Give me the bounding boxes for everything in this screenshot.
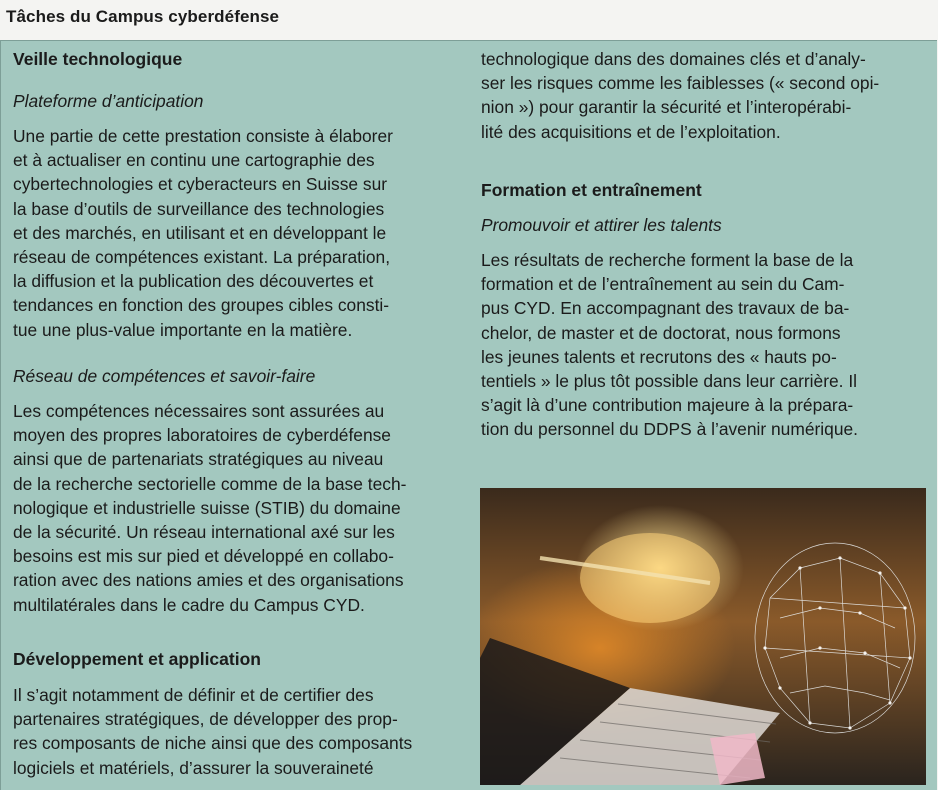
text-line: besoins est mis sur pied et développé en collabo- (13, 546, 394, 567)
text-line: tendances en fonction des groupes cibles consti- (13, 295, 390, 316)
subheading-talents: Promouvoir et attirer les talents (481, 215, 722, 235)
section-heading-veille: Veille technologique (13, 49, 183, 69)
paragraph-veille (13, 124, 393, 342)
photo-illustration (480, 488, 926, 785)
text-line: Les compétences nécessaires sont assurées au (13, 401, 385, 421)
text-line: res composants de niche ainsi que des composants (13, 733, 413, 754)
campus-tasks-box (0, 40, 937, 790)
text-line: technologique dans des domaines clés et d’analy- (481, 49, 866, 69)
paragraph-reseau (13, 399, 406, 617)
text-line: ration avec des nations amies et des organisations (13, 570, 404, 591)
section-heading-developpement: Développement et application (13, 649, 261, 669)
text-line: s’agit là d’une contribution majeure à la prépara- (481, 395, 854, 416)
text-line: la diffusion et la publication des découvertes et (13, 271, 374, 292)
text-line: chelor, de master et de doctorat, nous formons (481, 322, 841, 343)
text-line: tentiels » le plus tôt possible dans leur carrière. Il (481, 371, 858, 392)
text-line: partenaires stratégiques, de développer des prop- (13, 709, 398, 730)
text-line: lité des acquisitions et de l’exploitation. (481, 121, 781, 142)
text-line: tue une plus-value importante en la matière. (13, 319, 353, 340)
paragraph-formation (481, 248, 858, 442)
text-line: Les résultats de recherche forment la base de la (481, 250, 854, 270)
paragraph-continuation (481, 47, 879, 144)
text-line: la base d’outils de surveillance des technologies (13, 198, 385, 219)
text-line: moyen des propres laboratoires de cyberdéfense (13, 425, 391, 446)
text-line: pus CYD. En accompagnant des travaux de ba- (481, 298, 850, 319)
text-line: de la recherche sectorielle comme de la base tech- (13, 473, 407, 494)
text-line: nologique et industrielle suisse (STIB) du domaine (13, 497, 401, 518)
text-line: ainsi que de partenariats stratégiques au niveau (13, 449, 384, 470)
page-title: Tâches du Campus cyberdéfense (6, 7, 280, 26)
text-line: les jeunes talents et recrutons des « hauts po- (481, 346, 837, 367)
text-line: formation et de l’entraînement au sein du Cam- (481, 274, 845, 295)
text-line: multilatérales dans le cadre du Campus CYD. (13, 594, 365, 615)
paragraph-developpement (13, 683, 412, 780)
subheading-plateforme: Plateforme d’anticipation (13, 91, 204, 111)
text-line: et à actualiser en continu une cartographie des (13, 150, 375, 171)
text-line: Une partie de cette prestation consiste à élaborer (13, 126, 393, 146)
text-line: cybertechnologies et cyberacteurs en Suisse sur (13, 174, 388, 195)
text-line: tion du personnel du DDPS à l’avenir numérique. (481, 419, 859, 440)
laptop-wireframe-head-photo (480, 488, 926, 785)
text-line: nion ») pour garantir la sécurité et l’interopérabi- (481, 97, 852, 118)
text-line: de la sécurité. Un réseau international axé sur les (13, 522, 395, 543)
subheading-reseau: Réseau de compétences et savoir-faire (13, 366, 316, 386)
section-heading-formation: Formation et entraînement (481, 180, 702, 200)
text-line: ser les risques comme les faiblesses (« second opi- (481, 73, 880, 94)
text-line: Il s’agit notamment de définir et de certifier des (13, 685, 374, 705)
text-line: et des marchés, en utilisant et en développant le (13, 222, 387, 243)
text-line: réseau de compétences existant. La préparation, (13, 247, 391, 268)
text-line: logiciels et matériels, d’assurer la souveraineté (13, 757, 374, 778)
